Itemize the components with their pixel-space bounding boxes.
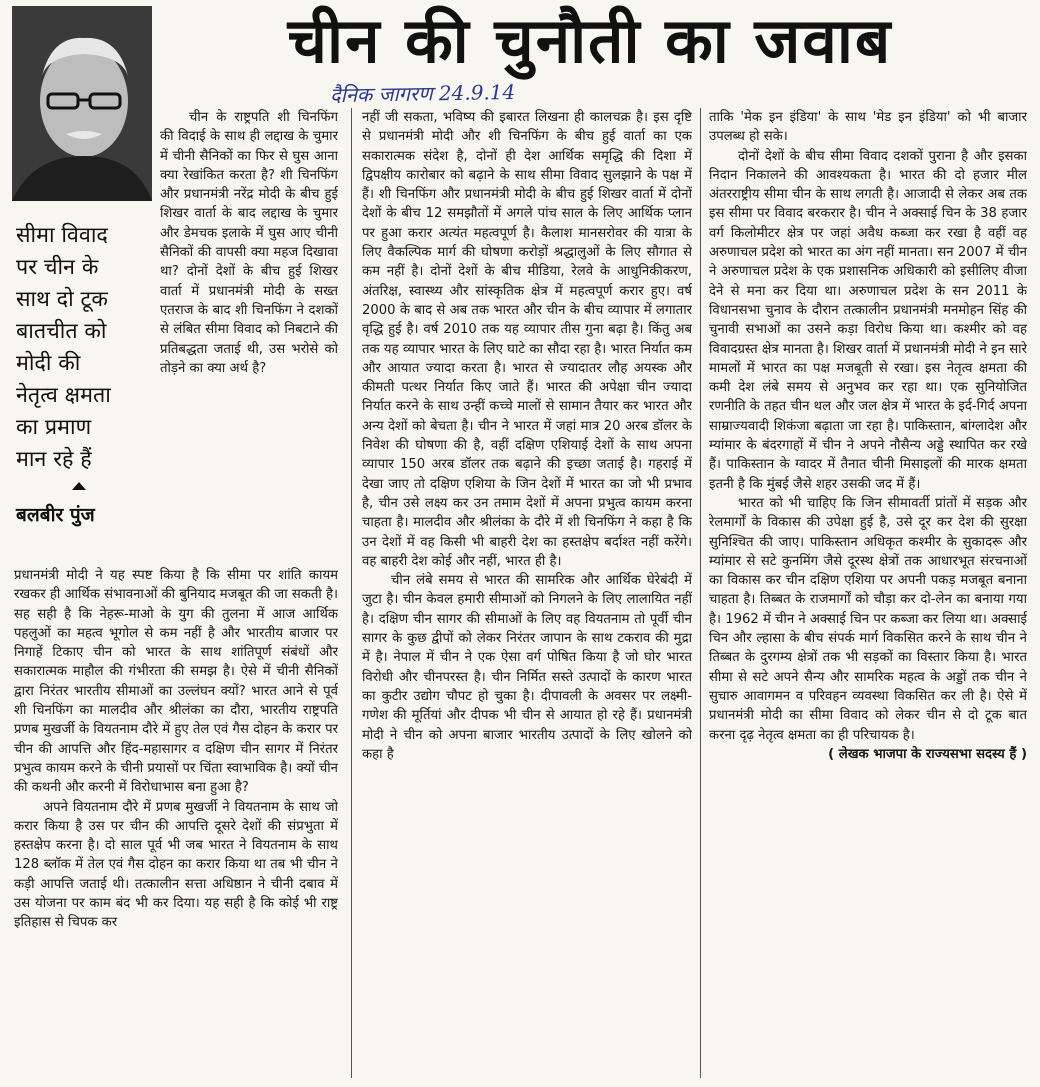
handwritten-date-note: दैनिक जागरण 24.9.14 <box>329 79 516 108</box>
article-column-3 <box>709 108 1027 1082</box>
column-divider <box>700 108 701 1078</box>
column-divider <box>351 108 352 1078</box>
pull-quote-line: पर चीन के <box>16 255 99 280</box>
paragraph: अपने वियतनाम दौरे में प्रणब मुखर्जी ने वियतनाम के साथ जो करार किया है उस पर चीन की आपत्ति दूसरे देशों की संप्रभुता में हस्तक्षेप करना है। दो साल पूर्व भी जब भारत ने वियतनाम के साथ 128 ब्लॉक में तेल एवं गैस दोहन का करार किया था तब भी चीन ने कड़ी आपत्ति जताई थी। तत्कालीन सत्ता अधिष्ठान ने चीनी दबाव में उस योजना पर काम बंद भी कर दिया। यह सही है कि कोई भी राष्ट्र इतिहास से चिपक कर <box>14 799 338 931</box>
article-column-1 <box>160 108 338 568</box>
pull-quote-line: मान रहे हैं <box>16 447 92 472</box>
headline: चीन की चुनौती का जवाब <box>287 4 893 77</box>
pull-quote-line: का प्रमाण <box>16 415 92 440</box>
paragraph: दोनों देशों के बीच सीमा विवाद दशकों पुराना है और इसका निदान निकालने की आवश्यकता है। भारत की दो हजार मील अंतरराष्ट्रीय सीमा चीन के साथ लगती है। आजादी से लेकर अब तक इस सीमा पर विवाद बरकरार है। चीन ने अक्साई चिन के 38 हजार वर्ग किलोमीटर क्षेत्र पर जहां अवैध कब्जा कर रखा है वहीं वह अरुणाचल प्रदेश को भारत का अंग नहीं मानता। सन 2007 में चीन ने अरुणाचल प्रदेश के एक प्रशासनिक अधिकारी को इसीलिए वीजा देने से मना कर दिया था। अरुणाचल प्रदेश के सन 2011 के विधानसभा चुनाव के दौरान तत्कालीन प्रधानमंत्री मनमोहन सिंह की चुनावी सभाओं का उसने कड़ा विरोध किया था। कश्मीर को वह विवादग्रस्त क्षेत्र मानता है। शिखर वार्ता में प्रधानमंत्री मोदी ने इन सारे मामलों में भारत का पक्ष मजबूती से रखा। इस नेतृत्व क्षमता की कमी देश लंबे समय से अनुभव कर रहा था। एक सुनियोजित रणनीति के तहत चीन थल और जल क्षेत्र में भारत के इर्द-गिर्द अपना साम्राज्यवादी शिकंजा बढ़ाता जा रहा है। पाकिस्तान, बांग्लादेश और म्यांमार के बंदरगाहों में चीन ने अपने नौसैन्य अड्डे स्थापित कर रखे हैं। पाकिस्तान के ग्वादर में तैनात चीनी मिसाइलों की मारक क्षमता इतनी है कि मुंबई जैसे शहर उसकी जद में हैं। <box>709 148 1027 492</box>
paragraph: ताकि 'मेक इन इंडिया' के साथ 'मेड इन इंडिया' को भी बाजार उपलब्ध हो सके। <box>709 110 1027 145</box>
paragraph: नहीं जी सकता, भविष्य की इबारत लिखना ही कालचक्र है। इस दृष्टि से प्रधानमंत्री मोदी और शी चिनफिंग के बीच हुई वार्ता का एक सकारात्मक संदेश है, दोनों ही देश आर्थिक समृद्धि की दिशा में द्विपक्षीय कारोबार को बढ़ाने के साथ सीमा विवाद सुलझाने के पक्ष में हैं। शी चिनफिंग और प्रधानमंत्री मोदी के बीच हुई शिखर वार्ता में दोनों देशों के बीच 12 समझौतों में अगले पांच साल के लिए आर्थिक प्लान पर हुआ करार अत्यंत महत्वपूर्ण है। कैलाश मानसरोवर की यात्रा के लिए वैकल्पिक मार्ग की घोषणा करोड़ों श्रद्धालुओं के लिए सौगात से कम नहीं है। दोनों देशों के बीच मीडिया, रेलवे के आधुनिकीकरण, अंतरिक्ष, स्वास्थ्य और सांस्कृतिक क्षेत्र में महत्वपूर्ण करार हुए। वर्ष 2000 के बाद से अब तक भारत और चीन के बीच व्यापार में लगातार वृद्धि हुई है। वर्ष 2010 तक यह व्यापार तीस गुना बढ़ा है। किंतु अब तक यह व्यापार भारत के लिए घाटे का सौदा रहा है। भारत निर्यात कम और आयात ज्यादा करता है। भारत से ज्यादातर लौह अयस्क और कीमती पत्थर निर्यात किए जाते हैं। भारत की अपेक्षा चीन ज्यादा निर्यात करने के साथ उन्हीं कच्चे मालों से सामान तैयार कर भारत और अन्य देशों को बेचता है। चीन ने भारत में जहां मात्र 20 अरब डॉलर के निवेश की घोषणा की है, वहीं दक्षिण एशियाई देशों के साथ अपना व्यापार 150 अरब डॉलर तक बढ़ाने की इच्छा जताई है। गहराई में देखा जाए तो दक्षिण एशिया के जिन देशों में भारत का जो भी प्रभाव है, चीन उसे लक्ष्य कर उन तमाम देशों में अपना प्रभुत्व कायम करना चाहता है। मालदीव और श्रीलंका के दौरे में शी चिनफिंग ने कहा है कि उन देशों में वह किसी भी बाहरी देश का हस्तक्षेप बर्दाश्त नहीं करेंगे। वह बाहरी देश कोई और नहीं, भारत ही है। <box>362 110 692 569</box>
pull-quote-line: बातचीत को <box>16 319 107 344</box>
article-column-1-lower <box>14 566 338 1082</box>
paragraph: भारत को भी चाहिए कि जिन सीमावर्ती प्रांतों में सड़क और रेलमार्गों के विकास की उपेक्षा हुई है, उसे दूर कर देश की सुरक्षा सुनिश्चित की जाए। पाकिस्तान अधिकृत कश्मीर के सुकादरू और म्यांमार से सटे कुनमिंग जैसे दूरस्थ क्षेत्रों तक आधारभूत संरचनाओं का विकास कर चीन दक्षिण एशिया पर अपनी पकड़ मजबूत बनाना चाहता है। तिब्बत के राजमार्गों को चौड़ा कर दो-लेन का बनाया गया है। 1962 में चीन ने अक्साई चिन पर कब्जा कर लिया था। अक्साई चिन और ल्हासा के बीच संपर्क मार्ग विकसित करने के साथ चीन ने तिब्बत के दुरगम्य क्षेत्रों तक भी सड़कों का विस्तार किया है। भारत सीमा से सटे अपने सैन्य और सामरिक महत्व के अड्डों तक चीन ने सुचारु आवागमन व परिवहन व्यवस्था विकसित कर ली है। ऐसे में प्रधानमंत्री मोदी का सीमा विवाद को लेकर चीन से दो टूक बात करना दृढ़ नेतृत्व क्षमता का ही परिचायक है। <box>709 495 1027 743</box>
author-photo <box>12 6 152 201</box>
divider-triangle-icon <box>72 482 86 490</box>
pull-quote-line: साथ दो टूक <box>16 287 108 312</box>
paragraph: चीन लंबे समय से भारत की सामरिक और आर्थिक घेरेबंदी में जुटा है। चीन केवल हमारी सीमाओं को निगलने के लिए लालायित नहीं है। दक्षिण चीन सागर की सीमाओं के लिए वह वियतनाम तो पूर्वी चीन सागर के कुछ द्वीपों को लेकर निरंतर जापान के साथ टकराव की मुद्रा में है। नेपाल में चीन ने एक ऐसा वर्ग पोषित किया है जो घोर भारत विरोधी और चीनपरस्त है। चीन निर्मित सस्ते उत्पादों के कारण भारत का कुटीर उद्योग चौपट हो चुका है। दीपावली के अवसर पर लक्ष्मी-गणेश की मूर्तियां और दीपक भी चीन से आयात हो रहे हैं। प्रधानमंत्री मोदी ने चीन को अपना बाजार भारतीय उत्पादों के लिए खोलने को कहा है <box>362 573 692 762</box>
pull-quote-line: मोदी की <box>16 351 81 376</box>
article-column-2 <box>362 108 692 1082</box>
pull-quote-line: नेतृत्व क्षमता <box>16 383 111 408</box>
author-name: बलबीर पुंज <box>16 504 95 526</box>
author-byline: ( लेखक भाजपा के राज्यसभा सदस्य हैं ) <box>828 746 1027 762</box>
pull-quote <box>16 220 150 476</box>
paragraph: प्रधानमंत्री मोदी ने यह स्पष्ट किया है कि सीमा पर शांति कायम रखकर ही आर्थिक संभावनाओं की बुनियाद मजबूत की जा सकती है। सह सही है कि नेहरू-माओ के युग की तुलना में आज आर्थिक पहलुओं का महत्व भूगोल से कम नहीं है और भारतीय बाजार पर निगाहें टिकाए चीन को भारत के साथ शांतिपूर्ण संबंधों और सकारात्मक माहौल की गंभीरता की समझ है। ऐसे में चीनी सैनिकों द्वारा निरंतर भारतीय सीमाओं का उल्लंघन क्यों? भारत आने से पूर्व शी चिनफिंग का मालदीव और श्रीलंका का दौरा, भारतीय राष्ट्रपति प्रणब मुखर्जी के वियतनाम दौरे में हुए तेल एवं गैस दोहन के करार पर चीन की आपत्ति और हिंद-महासागर व दक्षिण चीन सागर में निरंतर प्रभुत्व कायम करने के चीनी प्रयासों पर चिंता स्वाभाविक है। क्यों चीन की कथनी और करनी में विरोधाभास बना हुआ है? <box>14 568 338 796</box>
paragraph: चीन के राष्ट्रपति शी चिनफिंग की विदाई के साथ ही लद्दाख के चुमार में चीनी सैनिकों का फिर से घुस आना क्या रेखांकित करता है? शी चिनफिंग और प्रधानमंत्री नरेंद्र मोदी के बीच हुई शिखर वार्ता के बाद लद्दाख के चुमार और डेमचक इलाके में घुस आए चीनी सैनिकों की वापसी क्या महज दिखावा था? दोनों देशों के बीच हुई शिखर वार्ता में प्रधानमंत्री मोदी के सख्त एतराज के बाद शी चिनफिंग ने दशकों से लंबित सीमा विवाद को निबटाने की प्रतिबद्धता जताई थी, उस भरोसे को तोड़ने का क्या अर्थ है? <box>160 110 338 376</box>
pull-quote-line: सीमा विवाद <box>16 223 108 248</box>
